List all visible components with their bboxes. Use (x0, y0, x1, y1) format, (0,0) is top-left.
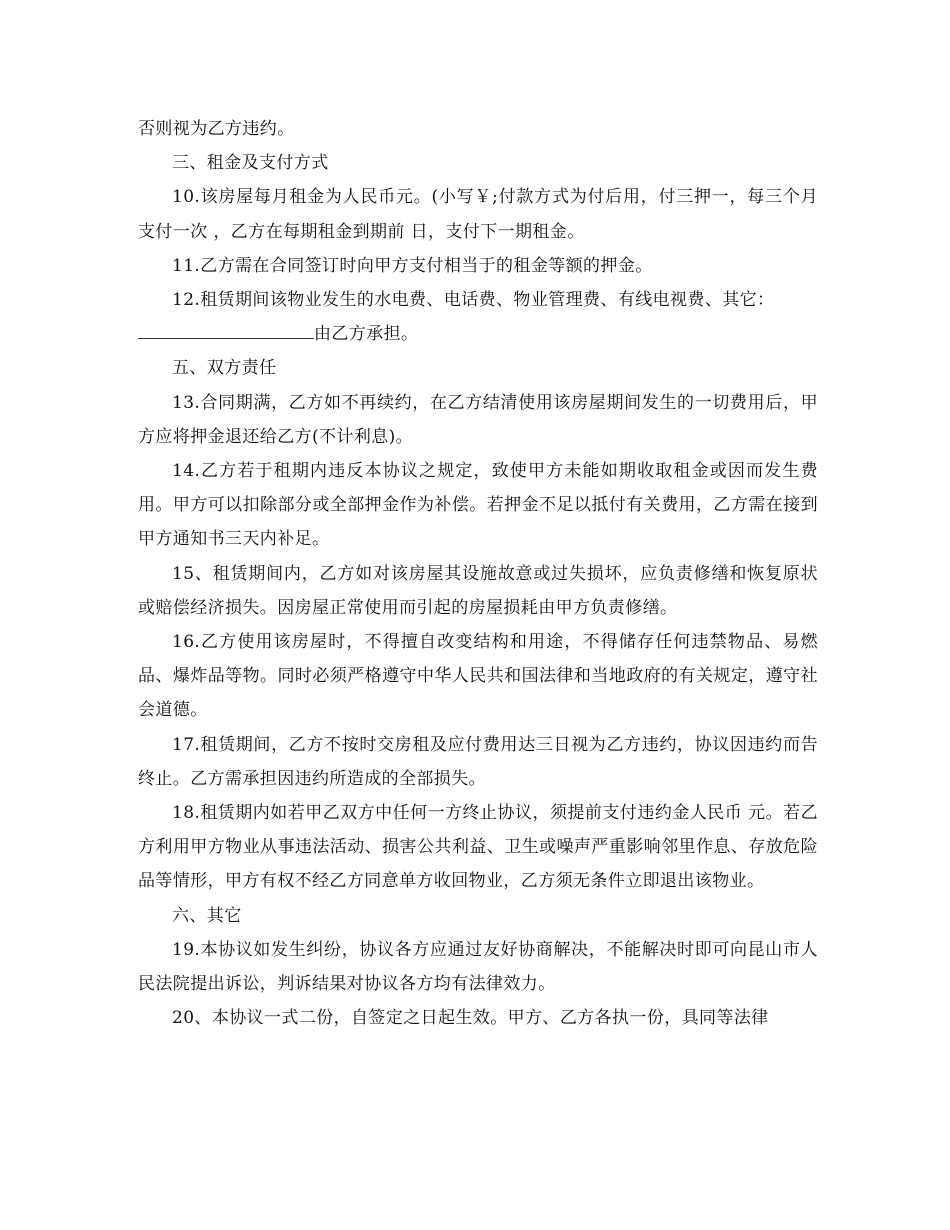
clause-17: 17.租赁期间，乙方不按时交房租及应付费用达三日视为乙方违约，协议因违约而告终止。乙方需承担因违约所造成的全部损失。 (138, 734, 818, 789)
paragraph-breach-continuation: 否则视为乙方违约。 (138, 119, 295, 139)
clause-19: 19.本协议如发生纠纷，协议各方应通过友好协商解决，不能解决时即可向昆山市人民法院提出诉讼，判诉结果对协议各方均有法律效力。 (138, 939, 818, 995)
clause-14: 14.乙方若于租期内违反本协议之规定，致使甲方未能如期收取租金或因而发生费用。甲方可以扣除部分或全部押金作为补偿。若押金不足以抵付有关费用，乙方需在接到甲方通知书三天内补足。 (138, 461, 818, 550)
section-heading-rent-payment: 三、租金及支付方式 (172, 153, 329, 174)
clause-13: 13.合同期满，乙方如不再续约，在乙方结清使用该房屋期间发生的一切费用后，甲方应将押金退还给乙方(不计利息)。 (138, 392, 818, 447)
fill-in-blank (138, 318, 314, 339)
section-heading-responsibilities: 五、双方责任 (172, 358, 277, 379)
clause-16: 16.乙方使用该房屋时，不得擅自改变结构和用途，不得储存任何违禁物品、易燃品、爆炸品等物。同时必须严格遵守中华人民共和国法律和当地政府的有关规定，遵守社会道德。 (138, 632, 818, 721)
section-heading-other: 六、其它 (172, 905, 242, 926)
clause-15: 15、租赁期间内，乙方如对该房屋其设施故意或过失损坏，应负责修缮和恢复原状或赔偿经济损失。因房屋正常使用而引起的房屋损耗由甲方负责修缮。 (138, 563, 818, 618)
clause-11: 11.乙方需在合同签订时向甲方支付相当于的租金等额的押金。 (172, 255, 653, 276)
clause-12 (138, 283, 818, 351)
clause-12-text: 12.租赁期间该物业发生的水电费、电话费、物业管理费、有线电视费、其它： (172, 290, 775, 311)
clause-20: 20、本协议一式二份，自签定之日起生效。甲方、乙方各执一份，具同等法律 (172, 1008, 769, 1029)
clause-10: 10.该房屋每月租金为人民币元。(小写￥;付款方式为付后用，付三押一，每三个月支付一次 ，乙方在每期租金到期前 日，支付下一期租金。 (138, 187, 818, 242)
contract-body (138, 112, 818, 1035)
clause-18: 18.租赁期内如若甲乙双方中任何一方终止协议，须提前支付违约金人民币 元。若乙方利用甲方物业从事违法活动、损害公共利益、卫生或噪声严重影响邻里作息、存放危险品等情形，甲方有权不经乙方同意单方收回物业，乙方须无条件立即退出该物业。 (138, 803, 818, 892)
clause-12-end: 由乙方承担。 (314, 324, 419, 345)
